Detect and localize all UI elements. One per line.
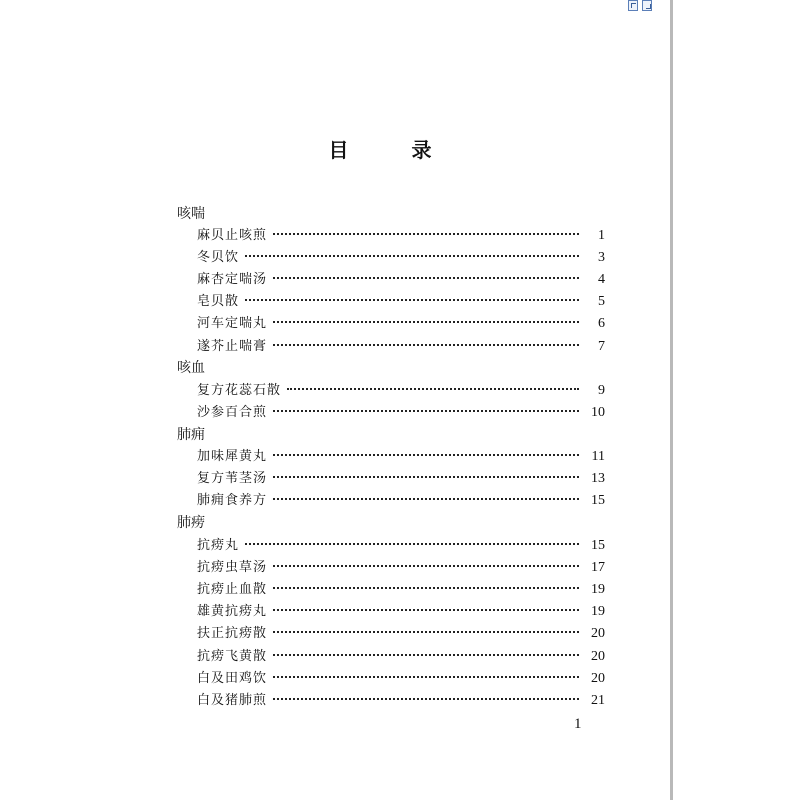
toc-entry-title: 扶正抗痨散 [197, 626, 268, 641]
toc-entry[interactable] [197, 537, 605, 555]
viewer-page-edge [670, 0, 673, 800]
toc-entry[interactable] [197, 692, 605, 710]
dot-leader [273, 609, 579, 611]
toc-entry-title: 沙参百合煎 [197, 405, 268, 420]
toc-entry-page: 3 [598, 250, 605, 265]
toc-entry[interactable] [197, 603, 605, 621]
toc-entry[interactable] [197, 404, 605, 422]
dot-leader [287, 388, 579, 390]
toc-entry-page: 19 [591, 604, 605, 619]
toc-entry-page: 11 [591, 449, 605, 464]
toc-entry[interactable] [197, 271, 605, 289]
toc-entry[interactable] [197, 338, 605, 356]
toc-entry-page: 21 [591, 693, 605, 708]
toc-entry-title: 麻贝止咳煎 [197, 228, 268, 243]
toc-entry-title: 遂芥止喘膏 [197, 339, 268, 354]
dot-leader [273, 321, 579, 323]
toc-entry-title: 白及猪肺煎 [197, 693, 268, 708]
toc-entry[interactable] [197, 581, 605, 599]
toc-entry-title: 冬贝饮 [197, 250, 240, 265]
dot-leader [273, 344, 579, 346]
dot-leader [273, 587, 579, 589]
page-number: 1 [574, 716, 582, 732]
toc-entry[interactable] [197, 227, 605, 245]
page-title: 目 录 [328, 138, 460, 162]
dot-leader [273, 654, 579, 656]
toc-entry[interactable] [197, 470, 605, 488]
toc-entry-title: 抗痨飞黄散 [197, 649, 268, 664]
toc-entry-page: 7 [598, 339, 605, 354]
toc-entry-title: 白及田鸡饮 [197, 671, 268, 686]
dot-leader [273, 498, 579, 500]
toc-entry-page: 5 [598, 294, 605, 309]
dot-leader [273, 410, 579, 412]
toc-entry-title: 皂贝散 [197, 294, 240, 309]
dot-leader [273, 476, 579, 478]
dot-leader [273, 277, 579, 279]
toc-entry[interactable] [197, 559, 605, 577]
toc-entry-title: 雄黄抗痨丸 [197, 604, 268, 619]
dot-leader [273, 565, 579, 567]
toc-entry-title: 抗痨丸 [197, 538, 240, 553]
section-heading: 肺痨 [177, 515, 205, 531]
toc-entry-title: 肺痈食养方 [197, 493, 268, 508]
toc-entry-page: 15 [591, 493, 605, 508]
toc-entry[interactable] [197, 382, 605, 400]
toc-entry-page: 13 [591, 471, 605, 486]
toc-entry-page: 9 [598, 383, 605, 398]
dot-leader [245, 299, 579, 301]
toc-entry-page: 20 [591, 671, 605, 686]
section-heading: 咳血 [177, 360, 205, 376]
dot-leader [273, 233, 579, 235]
toc-entry[interactable] [197, 448, 605, 466]
toc-entry-title: 河车定喘丸 [197, 316, 268, 331]
toc-entry-page: 4 [598, 272, 605, 287]
dot-leader [273, 454, 579, 456]
toc-entry[interactable] [197, 670, 605, 688]
dot-leader [273, 698, 579, 700]
toc-entry[interactable] [197, 492, 605, 510]
toc-entry-page: 20 [591, 626, 605, 641]
toc-entry-page: 15 [591, 538, 605, 553]
toc-entry-page: 20 [591, 649, 605, 664]
toc-entry-title: 加味犀黄丸 [197, 449, 268, 464]
toc-entry-page: 19 [591, 582, 605, 597]
toc-entry[interactable] [197, 625, 605, 643]
toc-entry-page: 17 [591, 560, 605, 575]
dot-leader [273, 676, 579, 678]
toc-entry[interactable] [197, 293, 605, 311]
toc-entry-title: 麻杏定喘汤 [197, 272, 268, 287]
toc-entry-title: 抗痨止血散 [197, 582, 268, 597]
toc-entry-title: 复方苇茎汤 [197, 471, 268, 486]
dot-leader [245, 255, 579, 257]
toc-entry[interactable] [197, 249, 605, 267]
section-heading: 肺痈 [177, 427, 205, 443]
toc-entry[interactable] [197, 648, 605, 666]
toc-entry-page: 1 [598, 228, 605, 243]
toc-entry-title: 复方花蕊石散 [197, 383, 282, 398]
toc-entry-title: 抗痨虫草汤 [197, 560, 268, 575]
toc-entry-page: 6 [598, 316, 605, 331]
toc-entry[interactable] [197, 315, 605, 333]
section-heading: 咳喘 [177, 206, 205, 222]
toc-entry-page: 10 [591, 405, 605, 420]
dot-leader [245, 543, 579, 545]
dot-leader [273, 631, 579, 633]
